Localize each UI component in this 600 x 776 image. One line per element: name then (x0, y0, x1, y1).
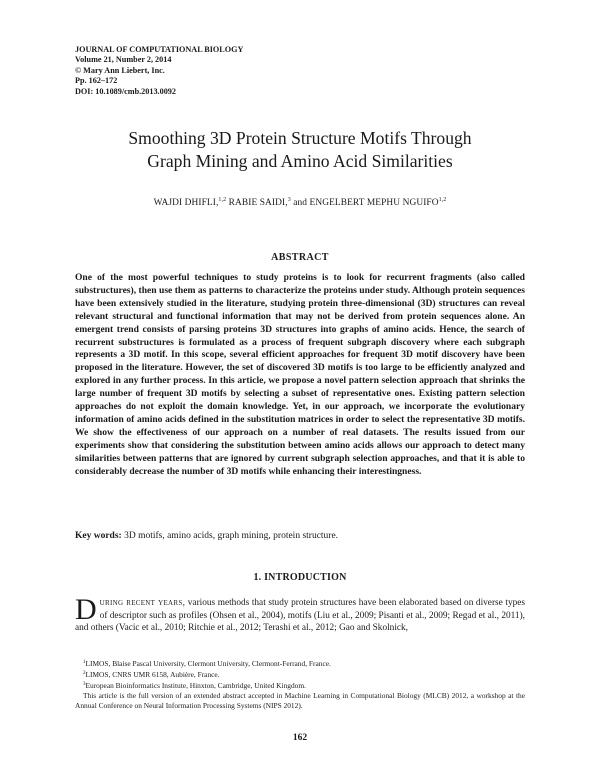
footnote-text: LIMOS, CNRS UMR 6158, Aubière, France. (85, 670, 220, 679)
author-affiliation-mark: 3 (287, 197, 291, 203)
author-name: WAJDI DHIFLI, (153, 198, 219, 208)
footnote (75, 680, 525, 691)
journal-copyright: © Mary Ann Liebert, Inc. (75, 65, 165, 75)
footnote-mark: 3 (83, 682, 86, 687)
author-affiliation-mark: 1,2 (218, 197, 227, 203)
intro-lead-in: uring recent years, (99, 598, 186, 608)
author-list (50, 197, 550, 208)
title-line-2: Graph Mining and Amino Acid Similarities (147, 151, 453, 171)
footnotes (75, 658, 525, 711)
author-affiliation-mark: 1,2 (438, 197, 447, 203)
section-heading-introduction: 1. INTRODUCTION (253, 572, 347, 583)
journal-doi: DOI: 10.1089/cmb.2013.0092 (75, 86, 176, 96)
footnote (75, 658, 525, 669)
author-name: RABIE SAIDI, (228, 198, 288, 208)
paper-title (50, 127, 550, 173)
footnote (75, 669, 525, 680)
footnote-article-note: This article is the full version of an extended abstract accepted in Machine Learning in Computational Biology (MLCB) 2012, a workshop at the Annual Conference on Neural Information Processing Systems (NIPS 2012). (75, 691, 525, 710)
footnote-text: European Bioinformatics Institute, Hinxton, Cambridge, United Kingdom. (85, 681, 306, 690)
abstract-text: One of the most powerful techniques to study proteins is to look for recurrent fragments (also called substructures), then use them as patterns to characterize the proteins under study. Although protein sequences have been extensively studied in the literature, studying protein three-dimensional (3D) structures can reveal relevant structural and functional information that may not be derived from protein sequences alone. An emergent trend consists of parsing proteins 3D structures into graphs of amino acids. Hence, the search of recurrent substructures is formulated as a process of frequent subgraph discovery where each subgraph represents a 3D motif. In this scope, several efficient approaches for frequent 3D motif discovery have been proposed in the literature. However, the set of discovered 3D motifs is too large to be efficiently analyzed and explored in any further process. In this article, we propose a novel pattern selection approach that shrinks the large number of frequent 3D motifs by selecting a subset of representative ones. Existing pattern selection approaches do not exploit the domain knowledge. Yet, in our approach, we incorporate the evolutionary information of amino acids defined in the substitution matrices in order to select the representative 3D motifs. We show the effectiveness of our approach on a number of real datasets. The results issued from our experiments show that considering the substitution between amino acids allows our approach to detect many similarities between patterns that are ignored by current subgraph selection approaches, and that it is able to considerably decrease the number of 3D motifs while enhancing their interestingness. (75, 272, 525, 477)
keywords (75, 530, 525, 542)
drop-cap: D (75, 593, 97, 626)
footnote-mark: 1 (83, 660, 86, 665)
footnote-mark: 2 (83, 671, 86, 676)
introduction-paragraph (75, 593, 525, 635)
journal-volume: Volume 21, Number 2, 2014 (75, 55, 172, 65)
intro-text: various methods that study protein structures have been elaborated based on diverse types of descriptor such as profiles (Ohsen et al., 2004), motifs (Liu et al., 2009; Pisanti et al., 2009; Regad et al., 2011), and others (Vacic et al., 2010; Ritchie et al., 2012; Terashi et al., 2012; Gao and Skolnick, (75, 598, 525, 634)
footnote-text: LIMOS, Blaise Pascal University, Clermont University, Clermont-Ferrand, France. (85, 659, 331, 668)
keywords-text: 3D motifs, amino acids, graph mining, protein structure. (121, 531, 339, 541)
author-separator: and (290, 198, 310, 208)
page-number: 162 (292, 733, 308, 743)
journal-name: JOURNAL OF COMPUTATIONAL BIOLOGY (75, 45, 244, 54)
author-name: ENGELBERT MEPHU NGUIFO (309, 198, 439, 208)
title-line-1: Smoothing 3D Protein Structure Motifs Through (128, 128, 472, 148)
journal-pages: Pp. 162–172 (75, 76, 118, 86)
keywords-label: Key words: (75, 531, 122, 541)
abstract-heading: ABSTRACT (271, 252, 329, 263)
journal-info (75, 45, 375, 97)
